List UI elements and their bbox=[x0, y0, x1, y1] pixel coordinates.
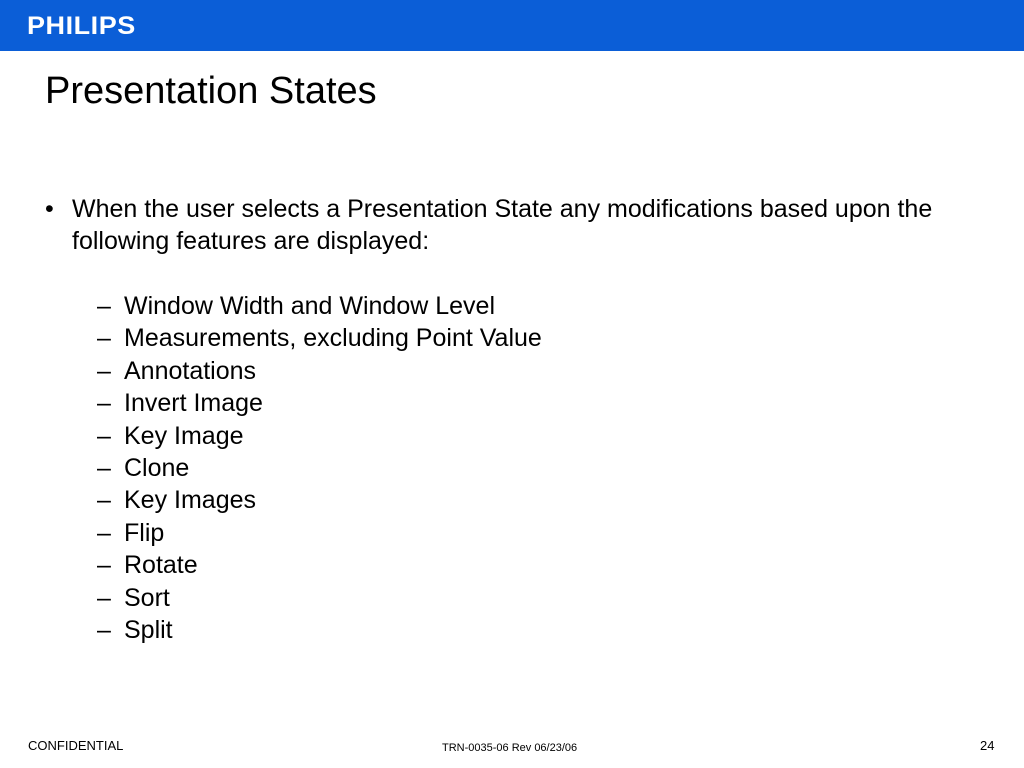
dash-icon: – bbox=[97, 486, 111, 515]
main-bullet bbox=[45, 193, 965, 257]
sub-bullet-text: Window Width and Window Level bbox=[124, 292, 495, 320]
dash-icon: – bbox=[97, 551, 111, 580]
sub-bullet-text: Measurements, excluding Point Value bbox=[124, 324, 542, 353]
dash-icon: – bbox=[97, 356, 111, 385]
dash-icon: – bbox=[97, 389, 111, 418]
sub-bullet-item bbox=[97, 322, 542, 354]
sub-bullet-text: Clone bbox=[124, 454, 190, 483]
sub-bullet-text: Rotate bbox=[124, 551, 198, 580]
sub-bullet-item bbox=[97, 452, 542, 484]
dash-icon: – bbox=[97, 421, 111, 450]
sub-bullet-item bbox=[97, 517, 542, 549]
sub-bullet-item bbox=[97, 387, 542, 419]
sub-bullet-text: Key Image bbox=[124, 421, 244, 450]
sub-bullet-item bbox=[97, 614, 542, 646]
dash-icon: – bbox=[97, 324, 111, 353]
sub-bullet-text: Flip bbox=[124, 518, 165, 547]
sub-bullet-item bbox=[97, 290, 542, 322]
header-bar bbox=[0, 0, 1024, 51]
sub-bullet-text: Invert Image bbox=[124, 389, 263, 418]
footer-confidential: CONFIDENTIAL bbox=[28, 738, 124, 753]
slide-title: Presentation States bbox=[45, 70, 377, 112]
footer-page-number: 24 bbox=[980, 738, 995, 753]
dash-icon: – bbox=[97, 292, 111, 320]
sub-bullet-item bbox=[97, 484, 542, 516]
dash-icon: – bbox=[97, 454, 111, 483]
dash-icon: – bbox=[97, 518, 111, 547]
sub-bullet-list bbox=[97, 290, 542, 646]
sub-bullet-item bbox=[97, 420, 542, 452]
sub-bullet-text: Sort bbox=[124, 583, 170, 612]
bullet-dot-icon: • bbox=[45, 195, 54, 223]
philips-logo: PHILIPS bbox=[27, 12, 136, 40]
sub-bullet-item bbox=[97, 549, 542, 581]
dash-icon: – bbox=[97, 616, 111, 645]
sub-bullet-item bbox=[97, 582, 542, 614]
main-bullet-text: When the user selects a Presentation State any modifications based upon the following features are displayed: bbox=[72, 195, 933, 255]
dash-icon: – bbox=[97, 583, 111, 612]
sub-bullet-text: Split bbox=[124, 616, 173, 645]
sub-bullet-item bbox=[97, 355, 542, 387]
sub-bullet-text: Key Images bbox=[124, 486, 257, 515]
sub-bullet-text: Annotations bbox=[124, 356, 257, 385]
footer-doc-ref: TRN-0035-06 Rev 06/23/06 bbox=[442, 742, 578, 754]
